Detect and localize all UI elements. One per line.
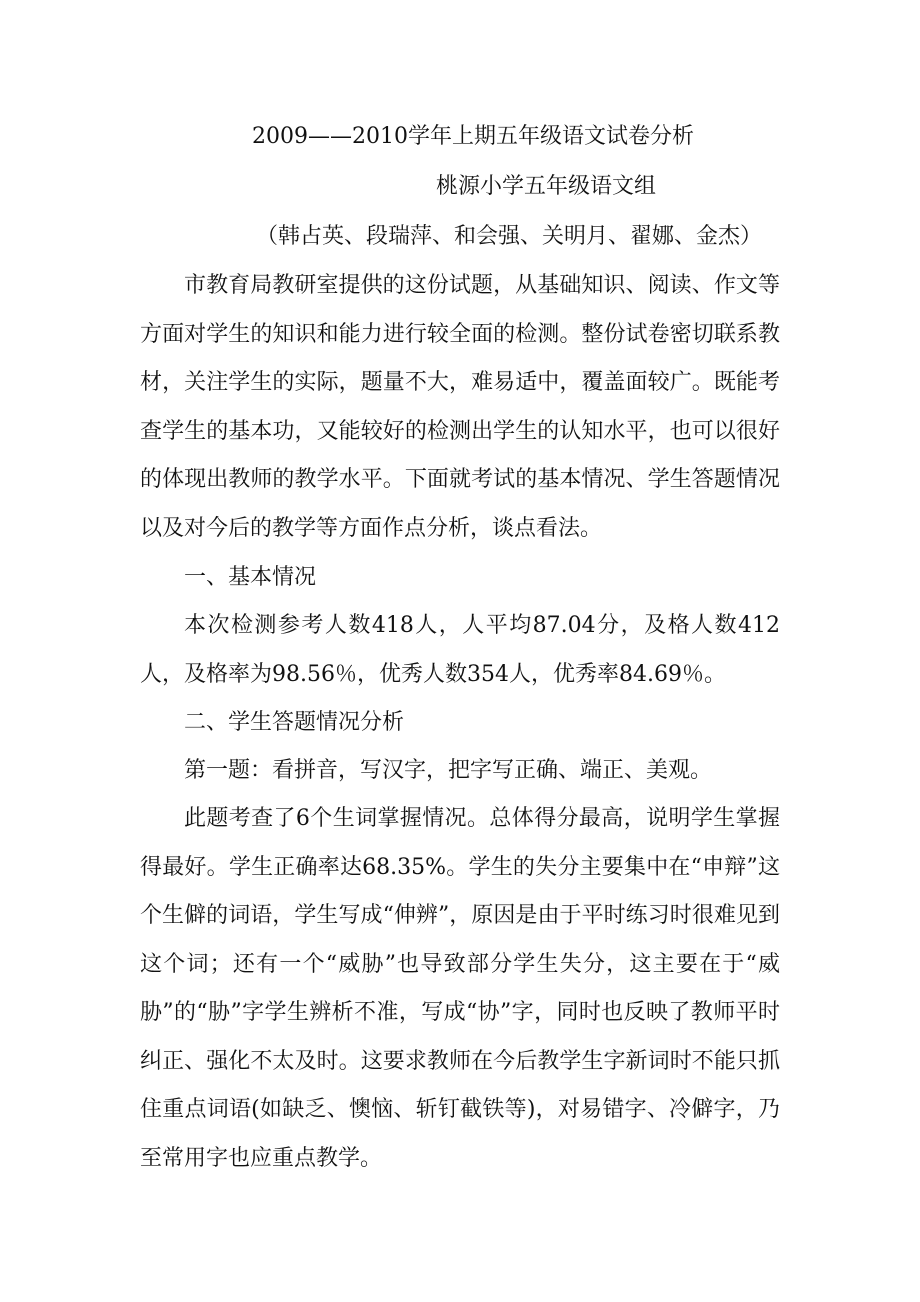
author-list: （韩占英、段瑞萍、和会强、关明月、翟娜、金杰）	[256, 224, 763, 249]
section-heading-answer-analysis: 二、学生答题情况分析	[184, 710, 405, 735]
organization-name: 桃源小学五年级语文组	[436, 174, 657, 199]
intro-paragraph: 市教育局教研室提供的这份试题，从基础知识、阅读、作文等方面对学生的知识和能力进行较全面的检测。整份试卷密切联系教材，关注学生的实际，题量不大，难易适中，覆盖面较广。既能考查学生的基本功，又能较好的检测出学生的认知水平，也可以很好的体现出教师的教学水平。下面就考试的基本情况、学生答题情况以及对今后的教学等方面作点分析，谈点看法。	[140, 273, 780, 541]
question-one-heading: 第一题：看拼音，写汉字，把字写正确、端正、美观。	[184, 758, 713, 783]
section-heading-basic-situation: 一、基本情况	[184, 565, 317, 590]
question-one-analysis-paragraph: 此题考查了6个生词掌握情况。总体得分最高，说明学生掌握得最好。学生正确率达68.35%。学生的失分主要集中在“申辩”这个生僻的词语，学生写成“伸辨”，原因是由于平时练习时很难见到这个词；还有一个“威胁”也导致部分学生失分，这主要在于“威胁”的“胁”字学生辨析不准，写成“协”字，同时也反映了教师平时纠正、强化不太及时。这要求教师在今后教学生字新词时不能只抓住重点词语(如缺乏、懊恼、斩钉截铁等)，对易错字、冷僻字，乃至常用字也应重点教学。	[140, 806, 780, 1171]
document-title: 2009——2010学年上期五年级语文试卷分析	[252, 124, 694, 149]
statistics-paragraph: 本次检测参考人数418人，人平均87.04分，及格人数412人，及格率为98.56％，优秀人数354人，优秀率84.69％。	[140, 613, 780, 687]
